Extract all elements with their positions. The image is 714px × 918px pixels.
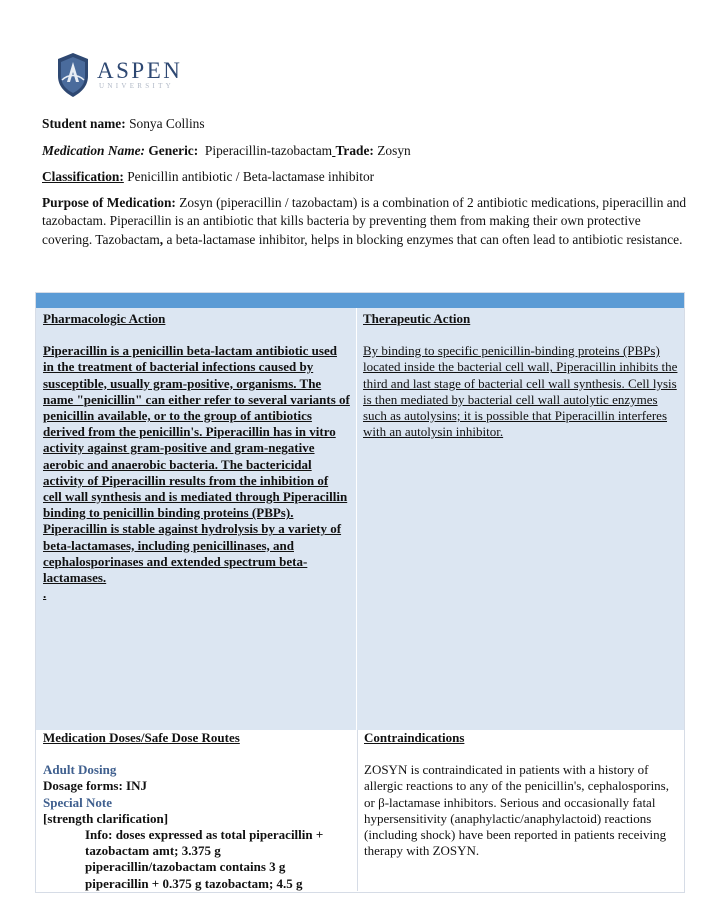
medication-name-line [42, 142, 692, 160]
pharmacologic-action-header: Pharmacologic Action [43, 311, 166, 326]
generic-value: Piperacillin-tazobactam [204, 143, 333, 158]
medication-name-label: Medication Name: [42, 143, 146, 158]
student-name-value: Sonya Collins [129, 116, 205, 131]
adult-dosing-heading: Adult Dosing [43, 762, 117, 778]
dose-info-text: Info: doses expressed as total piperacillin + tazobactam amt; 3.375 g piperacillin/tazobactam contains 3 g piperacillin + 0.375 g tazobactam; 4.5 g [85, 827, 324, 891]
contraindications-header: Contraindications [364, 730, 465, 745]
aspen-university-logo [56, 52, 188, 100]
contraindications-text: ZOSYN is contraindicated in patients with a history of allergic reactions to any of the penicillin's, cephalosporins, or β-lactamase inhibitors. Serious and occasionally fatal hypersensitivity (anaphylactic/anaphylactoid) reactions (including shock) have been reported in patients receiving therapy with ZOSYN. [364, 762, 669, 859]
pharmacologic-trailing-mark: . [43, 586, 47, 602]
pharmacologic-action-cell [36, 308, 356, 730]
purpose-paragraph: Purpose of Medication: Zosyn (piperacillin / tazobactam) is a combination of 2 antibiotic medications, piperacillin and tazobactam. Piperacillin is an antibiotic that kills bacteria by preventing them from making their own protective covering. Tazobactam, a beta-lactamase inhibitor, helps in blocking enzymes that can often lead to antibiotic resistance. [42, 195, 687, 247]
dosage-forms-text: Dosage forms: INJ [43, 778, 147, 794]
therapeutic-action-text: By binding to specific penicillin-binding proteins (PBPs) located inside the bacterial cell wall, Piperacillin inhibits the third and last stage of bacterial cell wall synthesis. Cell lysis is then mediated by bacterial cell wall autolytic enzymes such as autolysins; it is possible that Piperacillin interferes with an autolysin inhibitor. [363, 343, 678, 440]
logo-wordmark: ASPEN [97, 58, 183, 83]
student-name-line [42, 115, 692, 133]
logo-subtitle: UNIVERSITY [99, 82, 174, 90]
classification-line [42, 168, 692, 186]
shield-icon [56, 52, 90, 98]
contraindications-cell [357, 730, 684, 891]
pharmacologic-action-text: Piperacillin is a penicillin beta-lactam antibiotic used in the treatment of bacterial infections caused by susceptible, usually gram-positive, organisms. The name "penicillin" can either refer to several variants of penicillin available, or to the group of antibiotics derived from the penicillin's. Piperacillin has in vitro activity against gram-positive and gram-negative aerobic and anaerobic bacteria. The bactericidal activity of Piperacillin results from the inhibition of cell wall synthesis and is mediated through Piperacillin binding to penicillin binding proteins (PBPs). Piperacillin is stable against hydrolysis by a variety of beta-lactamases, including penicillinases, and cephalosporinases and extended spectrum beta-lactamases. [43, 343, 350, 586]
purpose-text-2: a beta-lactamase inhibitor, helps in blocking enzymes that can often lead to antibiotic resistance. [166, 231, 683, 247]
table-header-bar [36, 293, 684, 308]
medication-doses-header: Medication Doses/Safe Dose Routes [43, 730, 240, 745]
therapeutic-action-cell [357, 308, 684, 730]
student-name-label: Student name: [42, 116, 126, 131]
medication-table [35, 292, 685, 893]
strength-clarification-text: [strength clarification] [43, 810, 169, 826]
purpose-text-1: Zosyn (piperacillin / tazobactam) is a combination of 2 antibiotic medications, piperacillin and tazobactam. Piperacillin is an antibiotic that kills bacteria by preventing them from making their own protective covering. Tazobactam [42, 195, 687, 247]
trade-label: Trade: [335, 143, 374, 158]
generic-label: Generic: [148, 143, 199, 158]
trade-value: Zosyn [377, 143, 411, 158]
medication-doses-cell [36, 730, 356, 891]
classification-label: Classification: [42, 169, 124, 184]
classification-value: Penicillin antibiotic / Beta-lactamase inhibitor [127, 169, 375, 184]
therapeutic-action-header: Therapeutic Action [363, 311, 471, 326]
purpose-label: Purpose of Medication: [42, 195, 176, 210]
special-note-heading: Special Note [43, 794, 112, 810]
